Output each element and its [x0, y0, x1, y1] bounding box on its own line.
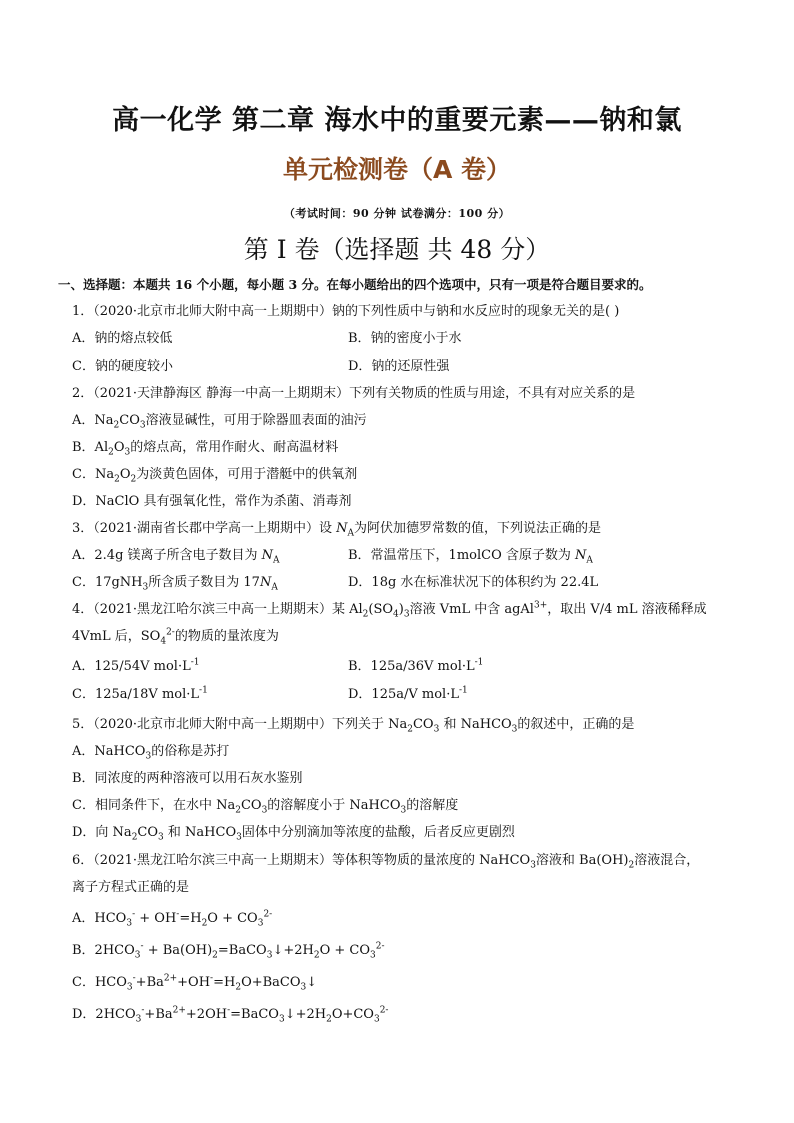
q5-option-d: D．向 $Na_2CO_3$ 和 NaHCO$_3$固体中分别滴加等浓度的盐酸，后者反应更剧烈 — [72, 825, 515, 843]
q6-option-b: B．$2HCO_3^-$ + $Ba(OH)_2=BaCO_3↓+2H_2O + CO_3^{2-}$ — [72, 941, 385, 961]
q1-stem: 1．（2020·北京市北师大附中高一上期期中）钠的下列性质中与钠和水反应时的现象无关的是( ) — [72, 304, 620, 319]
q4-option-c: C．125a/18V $mol\cdot L^{-1}$ — [72, 685, 208, 702]
exam-info: （考试时间：90 分钟 试卷满分：100 分） — [283, 207, 511, 220]
q6-option-d: D．$2HCO_3^-+Ba^{2+}+2OH^-=BaCO_3↓+2H_2O+CO_3^{2-}$ — [72, 1005, 389, 1025]
q5-stem: 5．（2020·北京市北师大附中高一上期期中）下列关于 $Na_2CO_3$ 和 NaHCO$_3$的叙述中，正确的是 — [72, 717, 635, 735]
q6-stem-line2: 离子方程式正确的是 — [72, 880, 190, 895]
q2-option-b: B．$Al_2O_3$的熔点高，常用作耐火、耐高温材料 — [72, 440, 339, 458]
q6-option-c: C．$HCO_3^-+Ba^{2+}+OH^-=H_2O+BaCO_3↓$ — [72, 973, 318, 993]
q5-option-c: C．相同条件下，在水中 $Na_2CO_3$的溶解度小于 NaHCO$_3$的溶解度 — [72, 798, 459, 816]
q1-option-b: B．钠的密度小于水 — [348, 331, 462, 346]
page-subtitle: 单元检测卷（A 卷） — [282, 155, 512, 184]
q1-option-d: D．钠的还原性强 — [348, 359, 450, 374]
q4-option-a: A．125/54V $mol\cdot L^{-1}$ — [72, 657, 200, 674]
q4-stem-line1: 4．（2021·黑龙江哈尔滨三中高一上期期末）某 $Al_2(SO_4)_3$溶液 VmL 中含 agAl$^{3+}$，取出 V/4 mL 溶液稀释成 — [72, 600, 707, 620]
q1-option-c: C．钠的硬度较小 — [72, 359, 173, 374]
q2-option-d: D．NaClO 具有强氧化性，常作为杀菌、消毒剂 — [72, 494, 352, 509]
q2-option-c: C．$Na_2O_2$为淡黄色固体，可用于潜艇中的供氧剂 — [72, 467, 358, 485]
q3-stem: 3．（2021·湖南省长郡中学高一上期期中）设 $N_A$为阿伏加德罗常数的值，下列说法正确的是 — [72, 521, 602, 539]
q5-option-b: B．同浓度的两种溶液可以用石灰水鉴别 — [72, 771, 303, 786]
q4-option-b: B．125a/36V $mol\cdot L^{-1}$ — [348, 657, 484, 674]
q4-option-d: D．125a/V $mol\cdot L^{-1}$ — [348, 685, 468, 702]
q3-option-a: A．2.4g 镁离子所含电子数目为 $N_A$ — [72, 548, 280, 566]
q6-option-a: A．$HCO_3^- + OH^-=H_2O + CO_3^{2-}$ — [72, 909, 273, 929]
q6-stem-line1: 6．（2021·黑龙江哈尔滨三中高一上期期末）等体积等物质的量浓度的 NaHCO$_3$溶液和 $Ba(OH)_2$溶液混合， — [72, 853, 700, 871]
q4-stem-line2: 4VmL 后，$SO_4^{2-}$的物质的量浓度为 — [72, 627, 279, 647]
page-title: 高一化学 第二章 海水中的重要元素——钠和氯 — [112, 105, 682, 136]
section-title: 第 I 卷（选择题 共 48 分） — [243, 235, 551, 264]
q5-option-a: A．NaHCO$_3$的俗称是苏打 — [72, 744, 230, 762]
instructions: 一、选择题：本题共 16 个小题，每小题 3 分。在每小题给出的四个选项中，只有一项是符合题目要求的。 — [58, 277, 652, 292]
q1-option-a: A．钠的熔点较低 — [72, 331, 173, 346]
q3-option-c: C．17gNH$_3$所含质子数目为 $17N_A$ — [72, 575, 278, 593]
q2-option-a: A．$Na_2CO_3$溶液显碱性，可用于除器皿表面的油污 — [72, 413, 367, 431]
q2-stem: 2．（2021·天津静海区 静海一中高一上期期末）下列有关物质的性质与用途，不具有对应关系的是 — [72, 386, 636, 401]
q3-option-d: D．18g 水在标准状况下的体积约为 22.4L — [348, 575, 599, 590]
q3-option-b: B．常温常压下，1molCO 含原子数为 $N_A$ — [348, 548, 593, 566]
